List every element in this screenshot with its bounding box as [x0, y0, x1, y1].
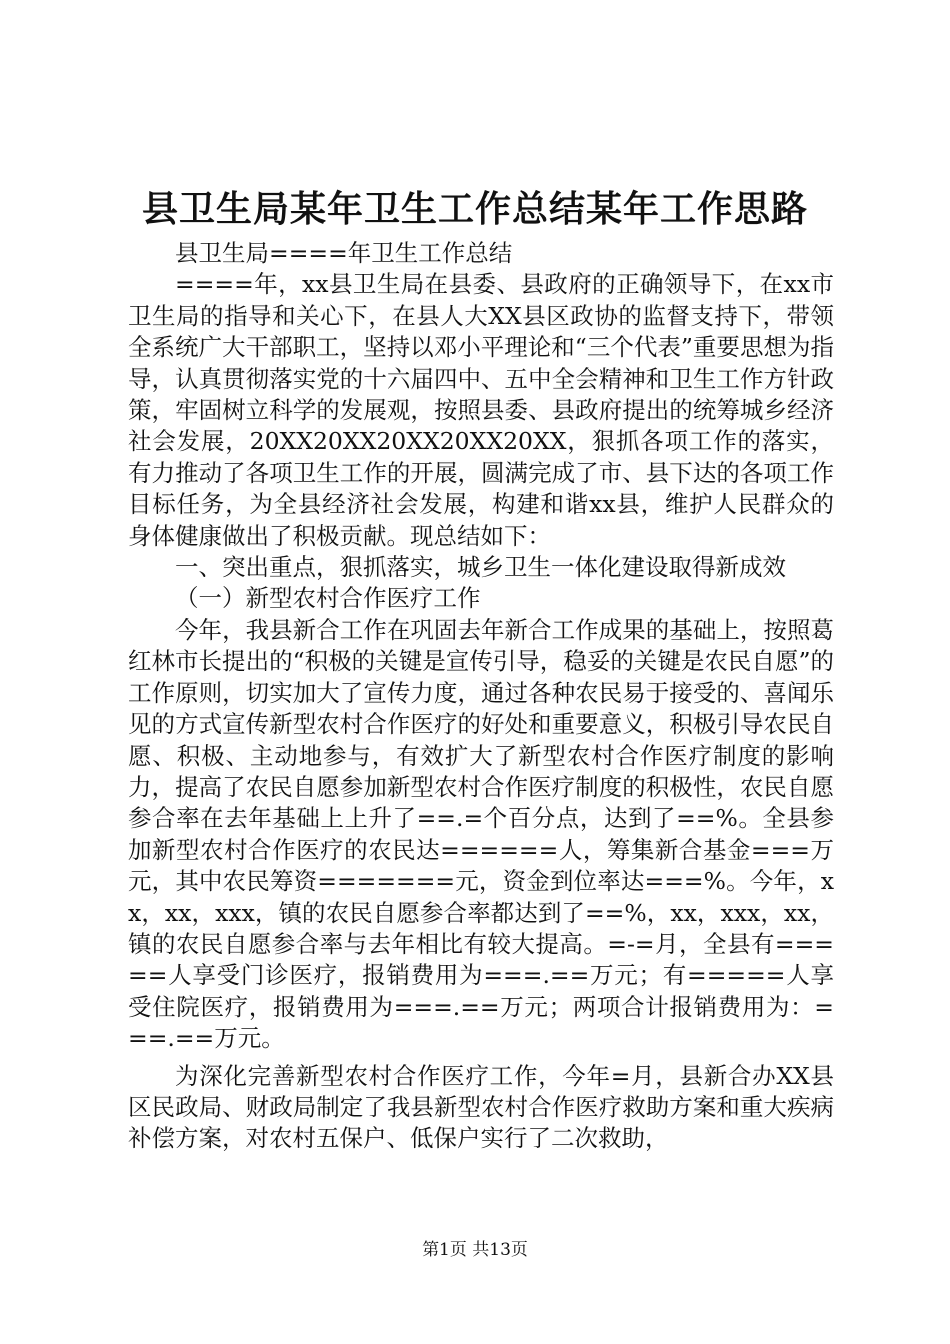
section-heading: 一、突出重点，狠抓落实，城乡卫生一体化建设取得新成效 — [175, 553, 786, 582]
page-footer: 第1页 共13页 — [422, 1240, 528, 1260]
paragraph-cooperative-medical: 今年，我县新合工作在巩固去年新合工作成果的基础上，按照葛红林市长提出的“积极的关键是宣传引导，稳妥的关键是农民自愿”的工作原则，切实加大了宣传力度，通过各种农民易于接受的、喜闻乐见的方式宣传新型农村合作医疗的好处和重要意义，积极引导农民自愿、积极、主动地参与，有效扩大了新型农村合作医疗制度的影响力，提高了农民自愿参加新型农村合作医疗制度的积极性，农民自愿参合率在去年基础上上升了==.=个百分点，达到了==%。全县参加新型农村合作医疗的农民达======人，筹集新合基金===万元，其中农民筹资=======元，资金到位率达===%。今年，xx，xx，xxx，镇的农民自愿参合率都达到了==%，xx，xxx，xx，镇的农民自愿参合率与去年相比有较大提高。=-=月，全县有=====人享受门诊医疗，报销费用为===.==万元；有=====人享受住院医疗，报销费用为===.==万元；两项合计报销费用为：===.==万元。 — [128, 615, 834, 1053]
subsection-heading: （一）新型农村合作医疗工作 — [175, 584, 481, 613]
paragraph-intro: ====年，xx县卫生局在县委、县政府的正确领导下，在xx市卫生局的指导和关心下，在县人大XX县区政协的监督支持下，带领全系统广大干部职工，坚持以邓小平理论和“三个代表”重要思想为指导，认真贯彻落实党的十六届四中、五中全会精神和卫生工作方针政策，牢固树立科学的发展观，按照县委、县政府提出的统筹城乡经济社会发展，20XX20XX20XX20XX20XX，狠抓各项工作的落实，有力推动了各项卫生工作的开展，圆满完成了市、县下达的各项工作目标任务，为全县经济社会发展，构建和谐xx县，维护人民群众的身体健康做出了积极贡献。现总结如下： — [128, 270, 834, 550]
paragraph-subtitle: 县卫生局====年卫生工作总结 — [175, 239, 513, 267]
document-title: 县卫生局某年卫生工作总结某年工作思路 — [141, 188, 808, 230]
document-body — [128, 238, 834, 1155]
paragraph-deepening: 为深化完善新型农村合作医疗工作，今年=月，县新合办XX县区民政局、财政局制定了我县新型农村合作医疗救助方案和重大疾病补偿方案，对农村五保户、低保户实行了二次救助， — [128, 1061, 834, 1153]
